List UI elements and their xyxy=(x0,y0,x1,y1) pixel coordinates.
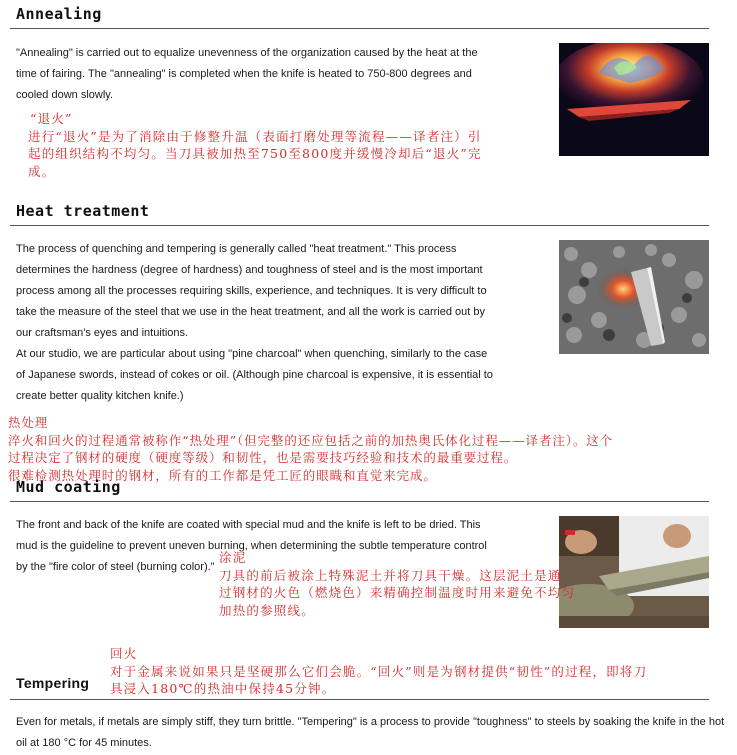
heat-treatment-photo xyxy=(559,240,709,354)
text-line: determines the hardness (degree of hardness) and toughness of steel and is the most important xyxy=(16,264,483,276)
note-line: 热处理 xyxy=(8,415,49,430)
text-line: The process of quenching and tempering is generally called "heat treatment." This process xyxy=(16,243,457,255)
heat-treatment-heading: Heat treatment xyxy=(16,202,150,220)
note-line: 进行“退火”是为了消除由于修整升温（表面打磨处理等流程——译者注）引 xyxy=(28,128,482,144)
annealing-heading: Annealing xyxy=(16,5,102,23)
text-line: create better quality kitchen knife.) xyxy=(16,390,184,402)
text-line: "Annealing" is carried out to equalize unevenness of the organization caused by the heat at the xyxy=(16,47,478,59)
note-line: 对于金属来说如果只是坚硬那么它们会脆。“回火”则是为钢材提供“韧性”的过程，即将刀 xyxy=(110,663,648,679)
heat-treatment-divider xyxy=(10,225,709,226)
text-line: by the "fire color of steel (burning color)." xyxy=(16,561,215,573)
heat-treatment-text xyxy=(16,239,493,407)
note-line: 涂泥 xyxy=(219,550,247,565)
note-line: 刀具的前后被涂上特殊泥土并将刀具干燥。这层泥土是通 xyxy=(219,567,562,583)
text-line: At our studio, we are particular about using "pine charcoal" when quenching, similarly to the case xyxy=(16,348,488,360)
text-line: process among all the processes requiring skills, experience, and techniques. It is very difficult to xyxy=(16,285,487,297)
note-line: 很难检测热处理时的钢材，所有的工作都是凭工匠的眼睵和直觉来完成。 xyxy=(8,467,437,483)
annealing-divider xyxy=(10,28,709,29)
note-line: 具浸入180℃的热油中保持45分钟。 xyxy=(110,681,336,696)
note-line: 回火 xyxy=(110,646,138,661)
text-line: of Japanese swords, instead of cokes or oil. (Although pine charcoal is expensive, it is essential to xyxy=(16,369,493,381)
annealing-photo xyxy=(559,43,709,156)
note-line: 成。 xyxy=(28,163,56,179)
text-line: mud is the guideline to prevent uneven burning, when determining the subtle temperature control xyxy=(16,540,487,552)
text-line: oil at 180 °C for 45 minutes. xyxy=(16,737,152,749)
mud-coating-chinese-note xyxy=(219,549,575,619)
tempering-text xyxy=(16,712,724,754)
annealing-text xyxy=(16,43,478,106)
mud-coating-photo xyxy=(559,516,709,628)
text-line: cooled down slowly. xyxy=(16,89,114,101)
text-line: our craftsman's eyes and intuitions. xyxy=(16,327,189,339)
note-line: 过钢材的火色（燃烧色）来精确控制温度时用来避免不均匀 xyxy=(219,585,576,600)
note-line: 过程决定了钢材的硬度（硬度等级）和韧性，也是需要技巧经验和技术的最重要过程。 xyxy=(8,450,518,465)
annealing-chinese-note xyxy=(28,110,482,180)
text-line: The front and back of the knife are coated with special mud and the knife is left to be dried. This xyxy=(16,519,481,531)
note-line: 加热的参照线。 xyxy=(219,602,315,618)
tempering-chinese-note xyxy=(110,645,647,698)
heat-treatment-chinese-note xyxy=(8,414,613,484)
text-line: Even for metals, if metals are simply stiff, they turn brittle. "Tempering" is a process to provide "toughness" to steels by soaking the knife in the hot xyxy=(16,716,725,728)
note-line: 起的组织结构不均匀。当刀具被加热至750至800度并缓慢冷却后“退火”完 xyxy=(28,146,482,161)
text-line: time of fairing. The "annealing" is completed when the knife is heated to 750-800 degrees and xyxy=(16,68,472,80)
note-line: 淬火和回火的过程通常被称作“热处理”（但完整的还应包括之前的加热奥氏体化过程——译者注）。这个 xyxy=(8,432,614,448)
mud-coating-heading: Mud coating xyxy=(16,478,121,496)
text-line: take the measure of the steel that we use in the heat treatment, and all the work is carried out by xyxy=(16,306,485,318)
tempering-heading: Tempering xyxy=(16,675,90,691)
note-line: “退火” xyxy=(30,111,73,126)
mud-coating-divider xyxy=(10,501,709,502)
tempering-divider xyxy=(10,699,709,700)
